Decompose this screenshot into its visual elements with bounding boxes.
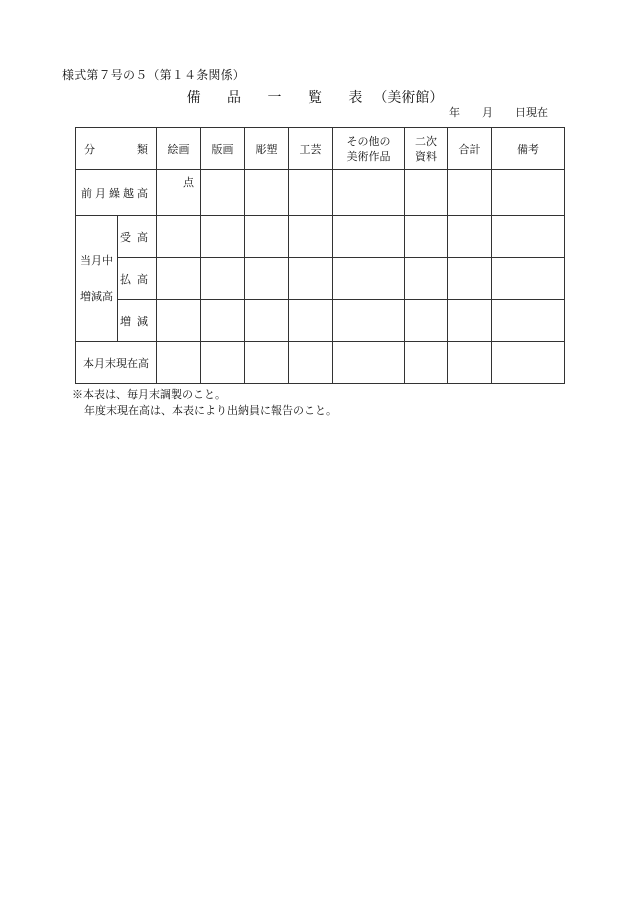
table-cell: [245, 342, 289, 384]
table-cell: [405, 170, 448, 216]
table-cell: [405, 342, 448, 384]
table-cell: [405, 300, 448, 342]
header-other-artworks: その他の 美術作品: [333, 128, 405, 170]
table-cell: [333, 216, 405, 258]
row-label-disbursed: 払高: [118, 258, 157, 300]
classification-label-right: 類: [137, 142, 148, 156]
mid-group-line1: 当月中: [80, 253, 113, 267]
mid-group-line2: 増減高: [80, 289, 113, 303]
header-remarks: 備考: [492, 128, 565, 170]
table-cell: [201, 342, 245, 384]
row-group-monthly-change: [76, 216, 118, 342]
note-line-2: 年度末現在高は、本表により出納員に報告のこと。: [84, 404, 337, 417]
table-cell: [157, 258, 201, 300]
table-cell: [405, 258, 448, 300]
table-cell: [289, 216, 333, 258]
table-cell: [333, 300, 405, 342]
table-cell: [201, 216, 245, 258]
table-cell: [492, 258, 565, 300]
table-cell: [157, 216, 201, 258]
note-line-1: ※本表は、毎月末調製のこと。: [72, 388, 226, 401]
table-cell: [157, 342, 201, 384]
table-cell: [333, 342, 405, 384]
title-subtitle: （美術館）: [373, 90, 444, 106]
table-cell: [245, 258, 289, 300]
table-cell: [289, 258, 333, 300]
table-cell: [289, 342, 333, 384]
header-sculpture: 彫塑: [245, 128, 289, 170]
inventory-table: [75, 127, 565, 384]
table-cell: [289, 300, 333, 342]
row-received: [76, 216, 565, 258]
table-cell: [333, 170, 405, 216]
row-label-carryover: 前月繰越高: [76, 170, 157, 216]
date-line: 年 月 日現在: [449, 106, 548, 119]
header-crafts: 工芸: [289, 128, 333, 170]
table-cell: [492, 216, 565, 258]
form-number: 様式第７号の５（第１４条関係）: [62, 68, 246, 82]
table-cell: [245, 216, 289, 258]
header-paintings: 絵画: [157, 128, 201, 170]
notes: [72, 387, 337, 419]
table-cell: [492, 170, 565, 216]
table-cell: [201, 258, 245, 300]
row-change: [76, 300, 565, 342]
header-classification: [76, 128, 157, 170]
table-cell: [448, 258, 492, 300]
row-disbursed: [76, 258, 565, 300]
row-label-month-end: 本月末現在高: [76, 342, 157, 384]
table-cell: [448, 170, 492, 216]
title-main: 備 品 一 覧 表: [186, 90, 374, 106]
table-cell: [201, 300, 245, 342]
table-cell: [245, 170, 289, 216]
table-cell: [492, 300, 565, 342]
row-carryover: [76, 170, 565, 216]
header-total: 合計: [448, 128, 492, 170]
table-cell: [289, 170, 333, 216]
table-cell: [448, 300, 492, 342]
table-cell: [333, 258, 405, 300]
row-label-received: 受高: [118, 216, 157, 258]
table-cell: [201, 170, 245, 216]
table-cell: [245, 300, 289, 342]
unit-label: 点: [157, 170, 201, 216]
table-cell: [405, 216, 448, 258]
header-prints: 版画: [201, 128, 245, 170]
table-cell: [448, 342, 492, 384]
row-month-end: [76, 342, 565, 384]
table-cell: [157, 300, 201, 342]
table-cell: [448, 216, 492, 258]
header-secondary-materials: 二次 資料: [405, 128, 448, 170]
header-row: [76, 128, 565, 170]
classification-label-left: 分: [84, 142, 95, 156]
table-cell: [492, 342, 565, 384]
row-label-change: 増減: [118, 300, 157, 342]
